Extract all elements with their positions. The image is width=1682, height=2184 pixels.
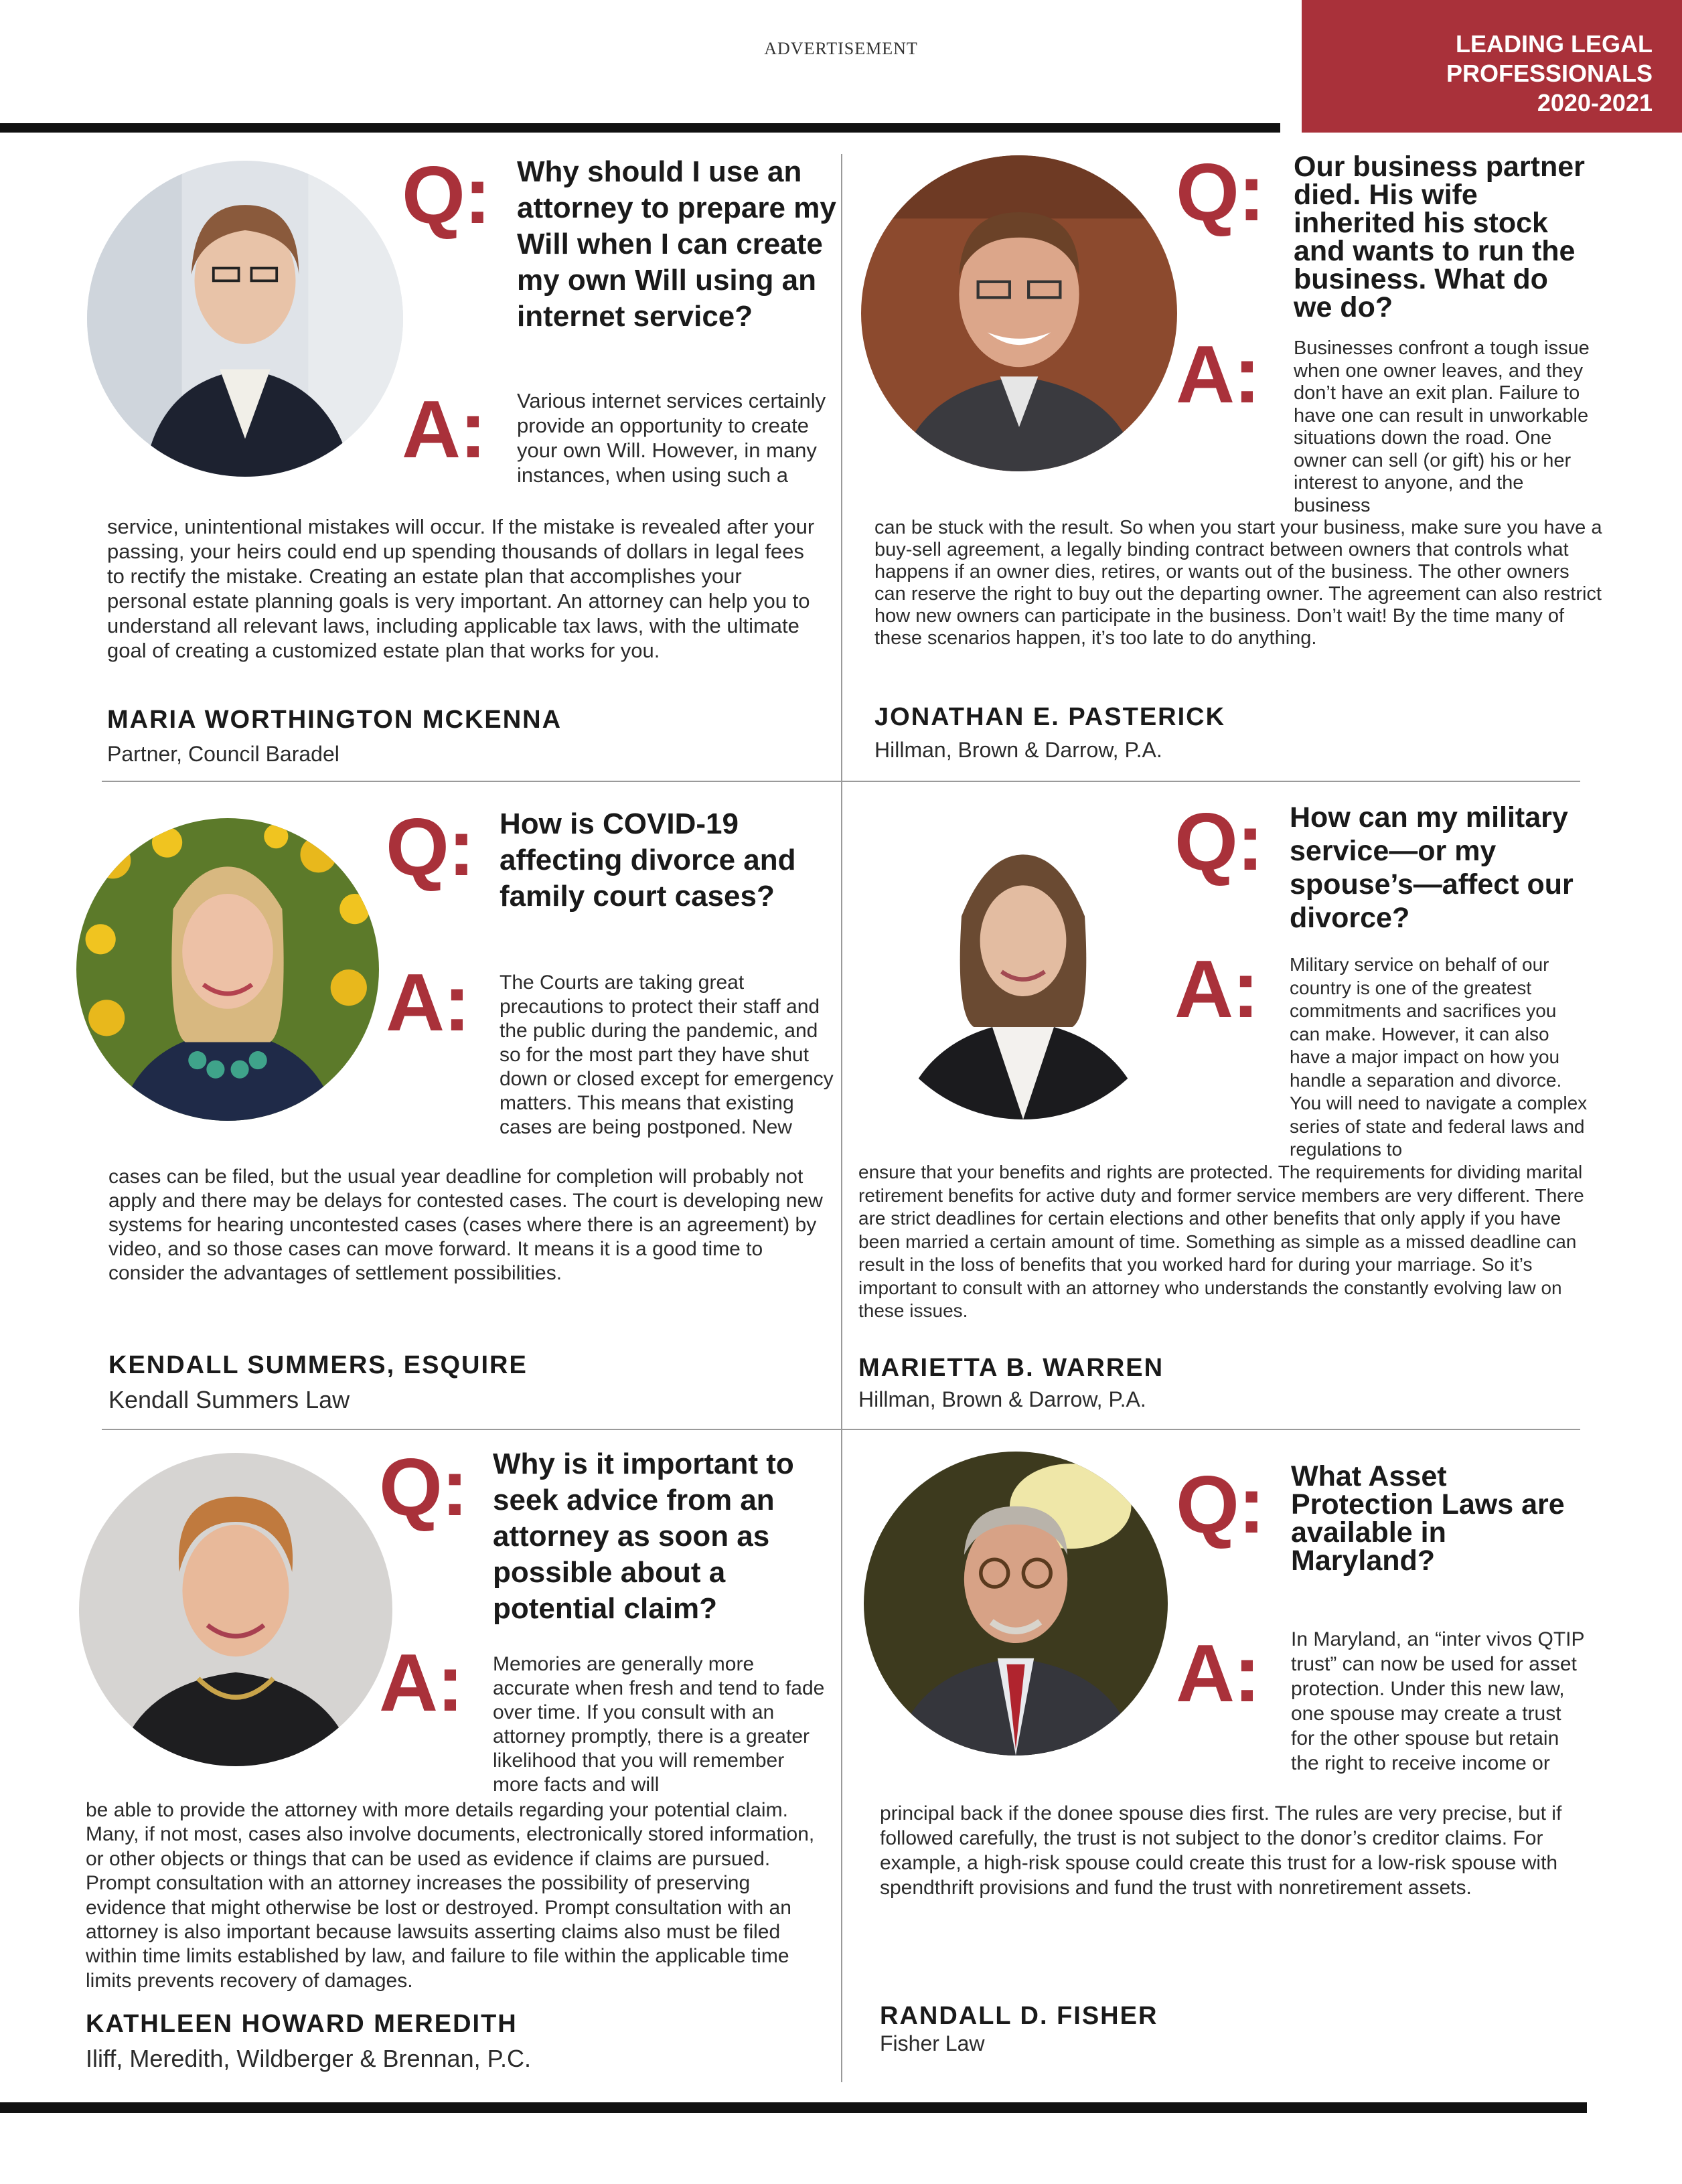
attorney-photo-warren	[869, 811, 1177, 1119]
banner-line-3: 2020-2021	[1537, 89, 1653, 116]
answer-4-bottom: ensure that your benefits and rights are protected. The requirements for dividing marital retirement benefits for active duty and former service members are very different. There are strict deadlines for certain elections and other benefits that only apply if you have been married a certain amount of time. Something as simple as a missed deadline can result in the loss of benefits that you worked hard for during your marriage. So it’s important to consult with an attorney who understands the constantly evolving law on these issues.	[858, 1162, 1584, 1321]
attorney-photo-fisher	[864, 1452, 1168, 1756]
banner-line-2: PROFESSIONALS	[1446, 60, 1653, 87]
a-label: A:	[1176, 329, 1259, 420]
question-2: Our business partner died. His wife inherited his stock and wants to run the business. What do we do?	[1294, 151, 1585, 323]
attorney-name-5: KATHLEEN HOWARD MEREDITH	[86, 2010, 518, 2038]
attorney-name-6: RANDALL D. FISHER	[880, 2002, 1158, 2030]
row-divider-left-1	[102, 781, 841, 782]
row-divider-right-1	[842, 781, 1580, 782]
attorney-name-4: MARIETTA B. WARREN	[858, 1354, 1164, 1382]
q-label: Q:	[379, 1441, 467, 1533]
attorney-photo-meredith	[79, 1453, 392, 1766]
answer-5-top: Memories are generally more accurate when fresh and tend to fade over time. If you consult with an attorney promptly, there is a greater likelihood that you will remember more facts and will	[493, 1653, 825, 1796]
attorney-firm-1: Partner, Council Baradel	[107, 742, 339, 766]
question-5: Why is it important to seek advice from an attorney as soon as possible about a potential claim?	[493, 1448, 794, 1625]
attorney-name-2: JONATHAN E. PASTERICK	[874, 703, 1226, 731]
attorney-photo-pasterick	[861, 155, 1177, 471]
a-label: A:	[379, 1637, 463, 1728]
answer-1-top: Various internet services certainly provide an opportunity to create your own Will. However, in many instances, when using such a	[517, 389, 826, 487]
banner-line-1: LEADING LEGAL	[1456, 30, 1653, 58]
attorney-firm-4: Hillman, Brown & Darrow, P.A.	[858, 1387, 1146, 1411]
answer-3-bottom: cases can be filed, but the usual year deadline for completion will probably not apply and there may be delays for contested cases. The court is developing new systems for hearing uncontested cases (cases where there is an agreement) by video, and so those cases can move forward. It means it is a good time to consider the advantages of settlement possibilities.	[108, 1166, 823, 1284]
q-label: Q:	[1176, 147, 1264, 238]
question-4: How can my military service—or my spouse’s—affect our divorce?	[1290, 801, 1574, 934]
q-label: Q:	[402, 149, 490, 240]
attorney-firm-3: Kendall Summers Law	[108, 1386, 350, 1413]
a-label: A:	[386, 957, 469, 1048]
answer-2-bottom: can be stuck with the result. So when you start your business, make sure you have a buy-sell agreement, a legally binding contract between owners that controls what happens if an owner dies, retires, or wants out of the business. The other owners can reserve the right to buy out the departing owner. The agreement can also restrict how new owners can participate in the business. Don’t wait! By the time many of these scenarios happen, it’s too late to do anything.	[874, 517, 1602, 649]
attorney-name-1: MARIA WORTHINGTON MCKENNA	[107, 706, 562, 734]
q-label: Q:	[1174, 796, 1263, 887]
question-1: Why should I use an attorney to prepare my Will when I can create my own Will using an internet service?	[517, 155, 836, 333]
q-label: Q:	[386, 801, 474, 892]
section-banner	[1302, 0, 1682, 133]
bottom-rule	[0, 2102, 1587, 2113]
attorney-name-3: KENDALL SUMMERS, ESQUIRE	[108, 1351, 528, 1379]
answer-2-top: Businesses confront a tough issue when one owner leaves, and they don’t have an exit plan. Failure to have one can result in unworkable situations down the road. One owner can sell (or gift) his or her interest to anyone, and the business	[1294, 337, 1590, 516]
row-divider-left-2	[102, 1429, 841, 1430]
answer-4-top: Military service on behalf of our country is one of the greatest commitments and sacrifices you can make. However, it can also have a major impact on how you handle a separation and divorce. You will need to navigate a complex series of state and federal laws and regulations to	[1290, 954, 1588, 1160]
attorney-firm-5: Iliff, Meredith, Wildberger & Brennan, P.C.	[86, 2045, 531, 2072]
attorney-firm-6: Fisher Law	[880, 2031, 985, 2055]
question-3: How is COVID-19 affecting divorce and family court cases?	[500, 807, 796, 913]
a-label: A:	[402, 384, 485, 475]
attorney-photo-summers	[76, 818, 379, 1121]
advertisement-label: ADVERTISEMENT	[764, 39, 918, 58]
answer-6-top: In Maryland, an “inter vivos QTIP trust” can now be used for asset protection. Under this new law, one spouse may create a trust for the other spouse but retain the right to receive income or	[1291, 1628, 1584, 1774]
attorney-photo-mckenna	[87, 161, 403, 477]
q-label: Q:	[1176, 1459, 1264, 1550]
top-rule	[0, 123, 1280, 133]
question-6: What Asset Protection Laws are available in Maryland?	[1291, 1460, 1565, 1577]
attorney-firm-2: Hillman, Brown & Darrow, P.A.	[874, 738, 1162, 762]
a-label: A:	[1174, 943, 1258, 1034]
row-divider-right-2	[842, 1429, 1580, 1430]
answer-5-bottom: be able to provide the attorney with more details regarding your potential claim. Many, if not most, cases also involve documents, electronically stored information, or other objects or things that can be used as evidence if claims are pursued. Prompt consultation with an attorney increases the possibility of preserving evidence that might otherwise be lost or destroyed. Prompt consultation with an attorney is also important because lawsuits asserting claims also must be filed within time limits established by law, and failure to file within the applicable time limits prevents recovery of damages.	[86, 1799, 815, 1992]
answer-1-bottom: service, unintentional mistakes will occur. If the mistake is revealed after your passing, your heirs could end up spending thousands of dollars in legal fees to rectify the mistake. Creating an estate plan that accomplishes your personal estate planning goals is very important. An attorney can help you to understand all relevant laws, including applicable tax laws, with the ultimate goal of creating a customized estate plan that works for you.	[107, 515, 815, 662]
answer-6-bottom: principal back if the donee spouse dies first. The rules are very precise, but if followed carefully, the trust is not subject to the donor’s creditor claims. For example, a high-risk spouse could create this trust for a low-risk spouse with spendthrift provisions and fund the trust with nonretirement assets.	[880, 1802, 1562, 1899]
answer-3-top: The Courts are taking great precautions to protect their staff and the public during the pandemic, and so for the most part they have shut down or closed except for emergency matters. This means that existing cases are being postponed. New	[500, 971, 834, 1138]
a-label: A:	[1176, 1628, 1259, 1719]
